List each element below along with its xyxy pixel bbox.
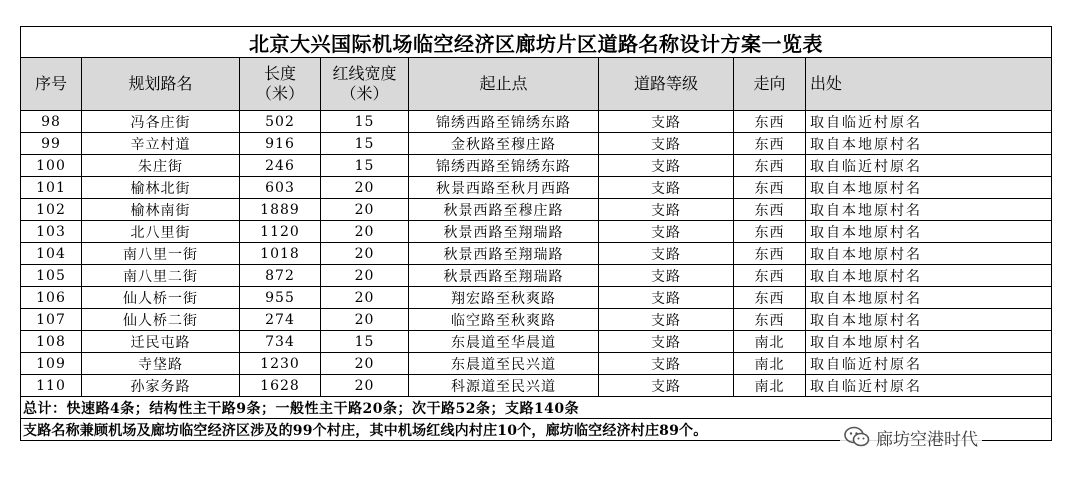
cell-width: 20: [321, 287, 409, 309]
cell-endpoints: 金秋路至穆庄路: [409, 133, 599, 155]
cell-length: 274: [240, 309, 321, 331]
cell-direction: 南北: [734, 331, 806, 353]
cell-endpoints: 秋景西路至秋月西路: [409, 177, 599, 199]
cell-name: 榆林北街: [82, 177, 240, 199]
cell-grade: 支路: [599, 353, 734, 375]
cell-length: 1230: [240, 353, 321, 375]
cell-length: 872: [240, 265, 321, 287]
header-source: 出处: [806, 58, 1052, 111]
cell-endpoints: 锦绣西路至锦绣东路: [409, 155, 599, 177]
cell-source: 取自本地原村名: [806, 221, 1052, 243]
cell-endpoints: 秋景西路至翔瑞路: [409, 221, 599, 243]
watermark: [840, 424, 982, 450]
table-row: [21, 309, 1052, 331]
cell-direction: 南北: [734, 353, 806, 375]
road-name-table: [20, 26, 1052, 441]
cell-endpoints: 临空路至秋爽路: [409, 309, 599, 331]
cell-source: 取自本地原村名: [806, 177, 1052, 199]
cell-direction: 东西: [734, 133, 806, 155]
cell-direction: 东西: [734, 287, 806, 309]
cell-direction: 东西: [734, 243, 806, 265]
table-row: [21, 375, 1052, 397]
cell-direction: 东西: [734, 199, 806, 221]
cell-length: 1889: [240, 199, 321, 221]
cell-width: 15: [321, 111, 409, 133]
watermark-text: 廊坊空港时代: [876, 429, 978, 450]
cell-endpoints: 东晨道至民兴道: [409, 353, 599, 375]
naming-note: 支路名称兼顾机场及廊坊临空经济区涉及的99个村庄，其中机场红线内村庄10个，廊坊临空经济村庄89个。: [21, 419, 1052, 441]
road-name-table-sheet: [20, 26, 1051, 441]
cell-grade: 支路: [599, 287, 734, 309]
cell-endpoints: 翔宏路至秋爽路: [409, 287, 599, 309]
cell-direction: 东西: [734, 155, 806, 177]
cell-no: 100: [21, 155, 82, 177]
table-row: [21, 177, 1052, 199]
cell-length: 1628: [240, 375, 321, 397]
header-length: [240, 58, 321, 111]
cell-direction: 东西: [734, 177, 806, 199]
cell-endpoints: 秋景西路至穆庄路: [409, 199, 599, 221]
cell-width: 15: [321, 155, 409, 177]
cell-length: 246: [240, 155, 321, 177]
header-name: 规划路名: [82, 58, 240, 111]
cell-width: 15: [321, 133, 409, 155]
cell-name: 寺垡路: [82, 353, 240, 375]
header-length-line2: （米）: [255, 84, 304, 103]
header-no: 序号: [21, 58, 82, 111]
table-row: [21, 353, 1052, 375]
cell-no: 106: [21, 287, 82, 309]
cell-no: 109: [21, 353, 82, 375]
cell-name: 辛立村道: [82, 133, 240, 155]
cell-width: 20: [321, 309, 409, 331]
summary-total: 总计：快速路4条；结构性主干路9条；一般性主干路20条；次干路52条；支路140条: [21, 397, 1052, 419]
cell-source: 取自本地原村名: [806, 199, 1052, 221]
cell-direction: 南北: [734, 375, 806, 397]
cell-width: 15: [321, 331, 409, 353]
cell-source: 取自本地原村名: [806, 309, 1052, 331]
table-row: [21, 265, 1052, 287]
header-length-line1: 长度: [263, 64, 296, 83]
cell-grade: 支路: [599, 331, 734, 353]
cell-name: 榆林南街: [82, 199, 240, 221]
cell-length: 955: [240, 287, 321, 309]
cell-name: 迁民屯路: [82, 331, 240, 353]
cell-width: 20: [321, 177, 409, 199]
table-title: 北京大兴国际机场临空经济区廊坊片区道路名称设计方案一览表: [21, 27, 1052, 58]
table-row: [21, 243, 1052, 265]
table-row: [21, 155, 1052, 177]
header-width-line2: （米）: [340, 84, 389, 103]
cell-source: 取自本地原村名: [806, 265, 1052, 287]
cell-name: 仙人桥一街: [82, 287, 240, 309]
cell-no: 101: [21, 177, 82, 199]
cell-no: 102: [21, 199, 82, 221]
cell-width: 20: [321, 265, 409, 287]
cell-no: 107: [21, 309, 82, 331]
cell-direction: 东西: [734, 265, 806, 287]
cell-name: 北八里街: [82, 221, 240, 243]
cell-length: 603: [240, 177, 321, 199]
cell-length: 502: [240, 111, 321, 133]
cell-length: 734: [240, 331, 321, 353]
cell-source: 取自本地原村名: [806, 331, 1052, 353]
cell-length: 1018: [240, 243, 321, 265]
cell-name: 南八里二街: [82, 265, 240, 287]
cell-direction: 东西: [734, 111, 806, 133]
cell-endpoints: 秋景西路至翔瑞路: [409, 243, 599, 265]
cell-no: 108: [21, 331, 82, 353]
cell-source: 取自本地原村名: [806, 243, 1052, 265]
header-direction: 走向: [734, 58, 806, 111]
cell-width: 20: [321, 375, 409, 397]
cell-width: 20: [321, 221, 409, 243]
cell-grade: 支路: [599, 177, 734, 199]
table-row: [21, 331, 1052, 353]
cell-direction: 东西: [734, 309, 806, 331]
cell-no: 103: [21, 221, 82, 243]
header-width-line1: 红线宽度: [332, 64, 397, 83]
table-row: [21, 133, 1052, 155]
table-row: [21, 221, 1052, 243]
cell-width: 20: [321, 243, 409, 265]
cell-width: 20: [321, 199, 409, 221]
cell-name: 仙人桥二街: [82, 309, 240, 331]
cell-no: 98: [21, 111, 82, 133]
table-row: [21, 199, 1052, 221]
cell-endpoints: 东晨道至华晨道: [409, 331, 599, 353]
cell-source: 取自本地原村名: [806, 133, 1052, 155]
cell-width: 20: [321, 353, 409, 375]
header-width: [321, 58, 409, 111]
cell-source: 取自临近村原名: [806, 375, 1052, 397]
cell-no: 104: [21, 243, 82, 265]
cell-grade: 支路: [599, 155, 734, 177]
header-endpoints: 起止点: [409, 58, 599, 111]
cell-source: 取自临近村原名: [806, 155, 1052, 177]
cell-no: 99: [21, 133, 82, 155]
cell-source: 取自临近村原名: [806, 353, 1052, 375]
cell-length: 916: [240, 133, 321, 155]
header-grade: 道路等级: [599, 58, 734, 111]
cell-length: 1120: [240, 221, 321, 243]
cell-source: 取自临近村原名: [806, 111, 1052, 133]
cell-grade: 支路: [599, 199, 734, 221]
cell-no: 110: [21, 375, 82, 397]
cell-grade: 支路: [599, 243, 734, 265]
cell-grade: 支路: [599, 265, 734, 287]
cell-grade: 支路: [599, 375, 734, 397]
cell-grade: 支路: [599, 221, 734, 243]
cell-endpoints: 锦绣西路至锦绣东路: [409, 111, 599, 133]
table-row: [21, 287, 1052, 309]
cell-grade: 支路: [599, 133, 734, 155]
cell-name: 孙家务路: [82, 375, 240, 397]
cell-grade: 支路: [599, 309, 734, 331]
cell-grade: 支路: [599, 111, 734, 133]
cell-no: 105: [21, 265, 82, 287]
cell-name: 南八里一街: [82, 243, 240, 265]
cell-name: 冯各庄街: [82, 111, 240, 133]
cell-name: 朱庄街: [82, 155, 240, 177]
cell-direction: 东西: [734, 221, 806, 243]
cell-endpoints: 科源道至民兴道: [409, 375, 599, 397]
cell-endpoints: 秋景西路至翔瑞路: [409, 265, 599, 287]
cell-source: 取自本地原村名: [806, 287, 1052, 309]
wechat-icon: [844, 426, 870, 448]
table-row: [21, 111, 1052, 133]
